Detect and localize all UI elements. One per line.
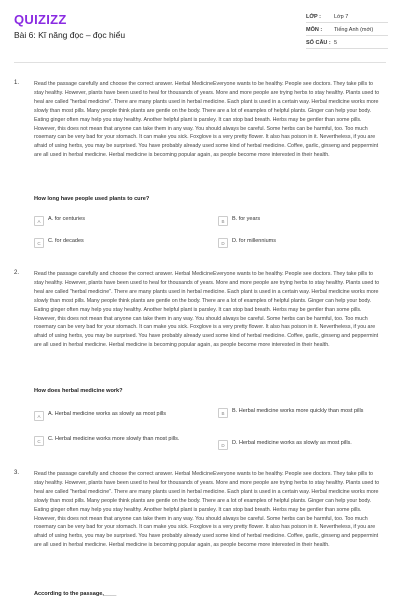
meta-subject bbox=[306, 27, 388, 36]
question-3 bbox=[14, 470, 386, 600]
meta-info bbox=[306, 14, 388, 53]
meta-value: 5 bbox=[334, 40, 338, 46]
option-text: B. Herbal medicine works more quickly than most pills bbox=[232, 408, 364, 414]
option-c[interactable] bbox=[34, 238, 84, 248]
option-letter: B bbox=[218, 408, 228, 418]
option-letter: C bbox=[34, 238, 44, 248]
option-b[interactable] bbox=[218, 216, 260, 226]
question-number: 1. bbox=[14, 80, 20, 86]
option-text: B. for years bbox=[232, 216, 261, 222]
option-a[interactable] bbox=[34, 411, 214, 421]
question-2 bbox=[14, 270, 386, 465]
option-c[interactable] bbox=[34, 436, 214, 446]
question-number: 3. bbox=[14, 470, 20, 476]
option-letter: D bbox=[218, 238, 228, 248]
quizizz-logo: QUIZIZZ bbox=[14, 12, 67, 27]
meta-key: LỚP : bbox=[306, 14, 321, 20]
option-letter: C bbox=[34, 436, 44, 446]
meta-class bbox=[306, 14, 388, 23]
passage-text: Read the passage carefully and choose the correct answer. Herbal MedicineEveryone wants to be healthy. People see doctors. They take pills to stay healthy. However, plants have been used to heal for thousands of years. More and more people are trying herbs to stay healthy. Plants used to heal are called "herbal medicine". There are many plants used in herbal medicine. Each plant is used in a certain way. Herbal medicine works more slowly than most pills. Many people think plants are gentle on the body. There are a lot of examples of helpful plants. Ginger can help your body. Eating ginger often may help you stay healthy. Another helpful plant is parsley. It can stop bad breath. Herbs may be gentler than some pills. However, this does not mean that anyone can take them in any way. You should always be careful. Some herbs can be harmful, too. Too much rosemary can be very bad for your stomach. It can make you sick. Foxglove is a very pretty flower. It also has poison in it. Nevertheless, if you are afraid of using herbs, you may be surprised. You have probably already used some kind of herbal medicine. Coffee, garlic, ginseng and peppermint are all used in herbal medicine. Herbal medicine is becoming popular again, as people become more interested in their health. bbox=[34, 471, 380, 549]
question-prompt: How long have people used plants to cure? bbox=[34, 196, 150, 202]
option-text: A. Herbal medicine works as slowly as most pills bbox=[48, 411, 166, 417]
option-text: C. for decades bbox=[48, 238, 84, 244]
option-letter: B bbox=[218, 216, 228, 226]
option-a[interactable] bbox=[34, 216, 85, 226]
meta-value: Lớp 7 bbox=[334, 14, 349, 20]
option-text: C. Herbal medicine works more slowly than most pills. bbox=[48, 436, 180, 442]
meta-value: Tiếng Anh (mới) bbox=[334, 27, 374, 33]
header-divider bbox=[14, 62, 386, 63]
passage-text: Read the passage carefully and choose the correct answer. Herbal MedicineEveryone wants to be healthy. People see doctors. They take pills to stay healthy. However, plants have been used to heal for thousands of years. More and more people are trying herbs to stay healthy. Plants used to heal are called "herbal medicine". There are many plants used in herbal medicine. Each plant is used in a certain way. Herbal medicine works more slowly than most pills. Many people think plants are gentle on the body. There are a lot of examples of helpful plants. Ginger can help your body. Eating ginger often may help you stay healthy. Another helpful plant is parsley. It can stop bad breath. Herbs may be gentler than some pills. However, this does not mean that anyone can take them in any way. You should always be careful. Some herbs can be harmful, too. Too much rosemary can be very bad for your stomach. It can make you sick. Foxglove is a very pretty flower. It also has poison in it. Nevertheless, if you are afraid of using herbs, you may be surprised. You have probably already used some kind of herbal medicine. Coffee, garlic, ginseng and peppermint are all used in herbal medicine. Herbal medicine is becoming popular again, as people become more interested in their health. bbox=[34, 81, 380, 159]
option-d[interactable] bbox=[218, 238, 276, 248]
option-letter: D bbox=[218, 440, 228, 450]
option-letter: A bbox=[34, 216, 44, 226]
page-title: Bài 6: Kĩ năng đọc – đọc hiểu bbox=[14, 30, 126, 40]
meta-count bbox=[306, 40, 388, 49]
option-text: D. for millenniums bbox=[232, 238, 277, 244]
meta-key: MÔN : bbox=[306, 27, 323, 33]
passage-text: Read the passage carefully and choose the correct answer. Herbal MedicineEveryone wants to be healthy. People see doctors. They take pills to stay healthy. However, plants have been used to heal for thousands of years. More and more people are trying herbs to stay healthy. Plants used to heal are called "herbal medicine". There are many plants used in herbal medicine. Each plant is used in a certain way. Herbal medicine works more slowly than most pills. Many people think plants are gentle on the body. There are a lot of examples of helpful plants. Ginger can help your body. Eating ginger often may help you stay healthy. Another helpful plant is parsley. It can stop bad breath. Herbs may be gentler than some pills. However, this does not mean that anyone can take them in any way. You should always be careful. Some herbs can be harmful, too. Too much rosemary can be very bad for your stomach. It can make you sick. Foxglove is a very pretty flower. It also has poison in it. Nevertheless, if you are afraid of using herbs, you may be surprised. You have probably already used some kind of herbal medicine. Coffee, garlic, ginseng and peppermint are all used in herbal medicine. Herbal medicine is becoming popular again, as people become more interested in their health. bbox=[34, 271, 380, 349]
question-1 bbox=[14, 80, 386, 260]
worksheet-header bbox=[0, 0, 400, 64]
option-text: D. Herbal medicine works as slowly as most pills. bbox=[232, 440, 352, 446]
question-number: 2. bbox=[14, 270, 20, 276]
meta-key: SỐ CÂU : bbox=[306, 40, 331, 46]
option-d[interactable] bbox=[218, 440, 386, 450]
option-b[interactable] bbox=[218, 408, 378, 418]
question-prompt: How does herbal medicine work? bbox=[34, 388, 123, 394]
option-text: A. for centuries bbox=[48, 216, 85, 222]
question-prompt: According to the passage,____ bbox=[34, 591, 117, 597]
option-letter: A bbox=[34, 411, 44, 421]
